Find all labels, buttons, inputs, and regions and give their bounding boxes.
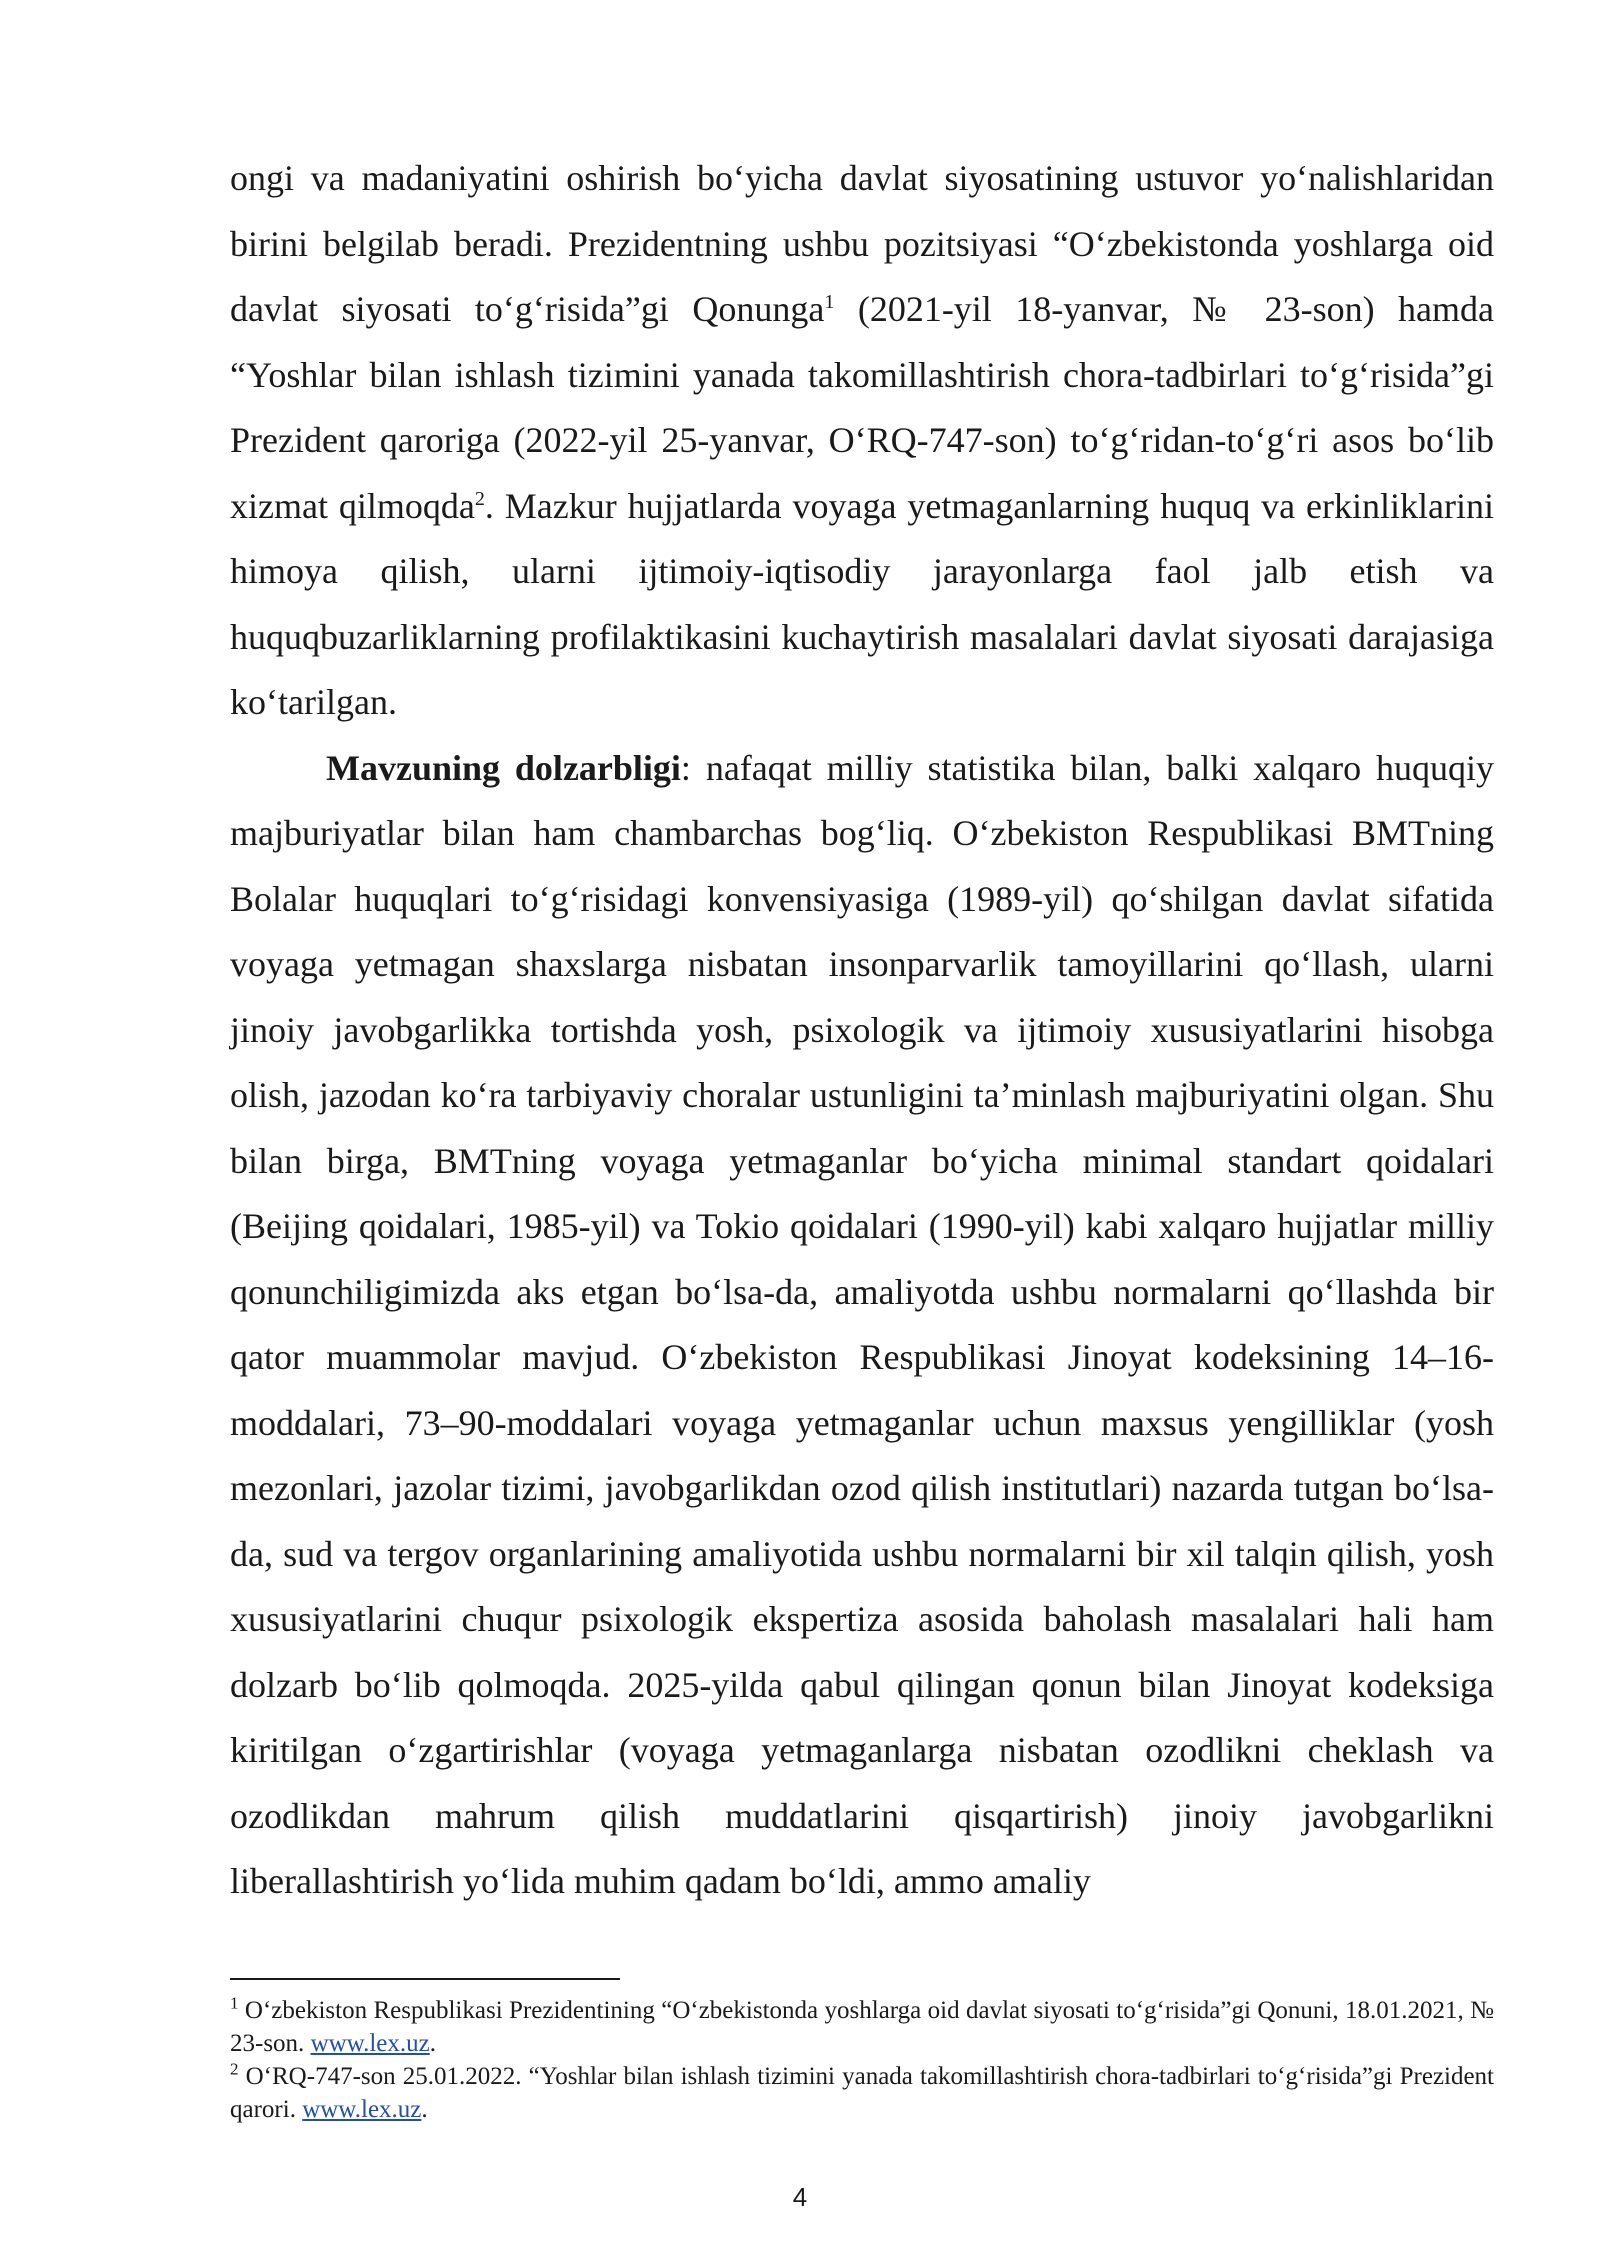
footnotes	[230, 1994, 1494, 2126]
footnote-1-text: O‘zbekiston Respublikasi Prezidentining “O‘zbekistonda yoshlarga oid davlat siyosati to‘g‘risida”gi Qonuni, 18.01.2021, № 23-son.	[230, 1997, 1494, 2057]
paragraph-1-text-c: . Mazkur hujjatlarda voyaga yetmaganlarning huquq va erkinliklarini himoya qilish, ularni ijtimoiy-iqtisodiy jarayonlarga faol jalb etish va huquqbuzarliklarning profilaktikasini kuchaytirish masalalari davlat siyosati darajasiga ko‘tarilgan.	[230, 485, 1494, 722]
section-heading: Mavzuning dolzarbligi	[326, 747, 681, 788]
footnote-2	[230, 2060, 1494, 2126]
paragraph-1-text-a: ongi va madaniyatini oshirish bo‘yicha davlat siyosatining ustuvor yo‘nalishlaridan birini belgilab beradi. Prezidentning ushbu pozitsiyasi “O‘zbekistonda yoshlarga oid davlat siyosati to‘g‘risida”gi Qonunga	[230, 158, 1494, 329]
footnote-2-text: O‘RQ-747-son 25.01.2022. “Yoshlar bilan ishlash tizimini yanada takomillashtirish chora-tadbirlari to‘g‘risida”gi Prezident qarori.	[230, 2063, 1494, 2123]
page-number: 4	[792, 2182, 808, 2212]
paragraph-2	[230, 736, 1494, 1915]
footnote-2-link[interactable]: www.lex.uz	[302, 2096, 422, 2123]
footnote-1-link[interactable]: www.lex.uz	[310, 2030, 430, 2057]
footnote-2-end: .	[421, 2096, 428, 2123]
footnote-1	[230, 1994, 1494, 2060]
footnote-1-marker: 1	[230, 1993, 239, 2013]
footnote-1-end: .	[429, 2030, 436, 2057]
main-text	[230, 146, 1494, 1915]
paragraph-1	[230, 146, 1494, 736]
paragraph-1-text-b: (2021-yil 18-yanvar, № 23-son) hamda “Yoshlar bilan ishlash tizimini yanada takomillashtirish chora-tadbirlari to‘g‘risida”gi Prezident qaroriga (2022-yil 25-yanvar, O‘RQ-747-son) to‘g‘ridan-to‘g‘ri asos bo‘lib xizmat qilmoqda	[230, 289, 1495, 526]
paragraph-2-text: : nafaqat milliy statistika bilan, balki xalqaro huquqiy majburiyatlar bilan ham chambarchas bog‘liq. O‘zbekiston Respublikasi BMTning Bolalar huquqlari to‘g‘risidagi konvensiyasiga (1989-yil) qo‘shilgan davlat sifatida voyaga yetmagan shaxslarga nisbatan insonparvarlik tamoyillarini qo‘llash, ularni jinoiy javobgarlikka tortishda yosh, psixologik va ijtimoiy xususiyatlarini hisobga olish, jazodan ko‘ra tarbiyaviy choralar ustunligini ta’minlash majburiyatini olgan. Shu bilan birga, BMTning voyaga yetmaganlar bo‘yicha minimal standart qoidalari (Beijing qoidalari, 1985-yil) va Tokio qoidalari (1990-yil) kabi xalqaro hujjatlar milliy qonunchiligimizda aks etgan bo‘lsa-da, amaliyotda ushbu normalarni qo‘llashda bir qator muammolar mavjud. O‘zbekiston Respublikasi Jinoyat kodeksining 14–16-moddalari, 73–90-moddalari voyaga yetmaganlar uchun maxsus yengilliklar (yosh mezonlari, jazolar tizimi, javobgarlikdan ozod qilish institutlari) nazarda tutgan bo‘lsa-da, sud va tergov organlarining amaliyotida ushbu normalarni bir xil talqin qilish, yosh xususiyatlarini chuqur psixologik ekspertiza asosida baholash masalalari hali ham dolzarb bo‘lib qolmoqda. 2025-yilda qabul qilingan qonun bilan Jinoyat kodeksiga kiritilgan o‘zgartirishlar (voyaga yetmaganlarga nisbatan ozodlikni cheklash va ozodlikdan mahrum qilish muddatlarini qisqartirish) jinoiy javobgarlikni liberallashtirish yo‘lida muhim qadam bo‘ldi, ammo amaliy	[230, 747, 1494, 1901]
footnote-2-marker: 2	[230, 2059, 239, 2079]
footnote-ref-1[interactable]: 1	[824, 291, 835, 313]
footnote-separator	[230, 1978, 620, 1980]
footnote-ref-2[interactable]: 2	[474, 487, 485, 510]
